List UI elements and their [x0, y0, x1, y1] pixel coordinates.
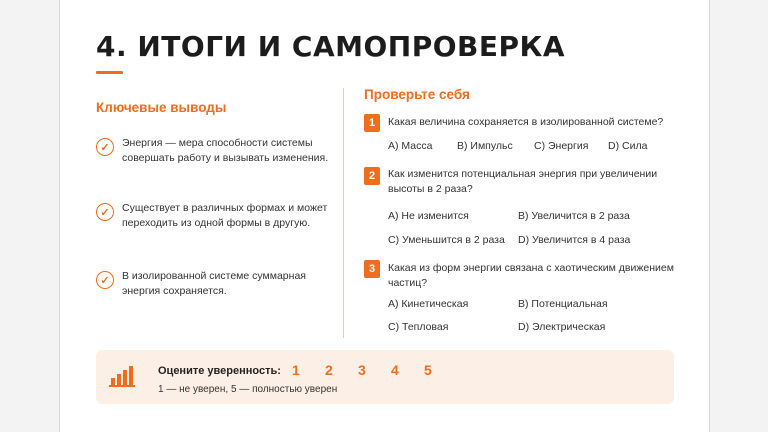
- slide-title: 4. ИТОГИ И САМОПРОВЕРКА: [96, 30, 566, 63]
- check-circle-icon: ✓: [96, 203, 114, 221]
- takeaway-text: Энергия — мера способности системы совершать работу и вызывать изменения.: [122, 137, 329, 164]
- question-number-badge: 3: [364, 260, 380, 278]
- question-number-badge: 2: [364, 167, 380, 185]
- answer-option[interactable]: D) Увеличится в 4 раза: [518, 234, 631, 246]
- answer-option[interactable]: B) Увеличится в 2 раза: [518, 210, 630, 222]
- question-text: Как изменится потенциальная энергия при увеличении высоты в 2 раза?: [388, 168, 658, 195]
- takeaway-text: Существует в различных формах и может переходить из одной формы в другую.: [122, 202, 328, 229]
- answer-option[interactable]: A) Масса: [388, 140, 433, 152]
- rating-5-button[interactable]: 5: [424, 362, 432, 378]
- rating-2-button[interactable]: 2: [325, 362, 333, 378]
- bar-chart-icon: [108, 364, 136, 388]
- answer-option[interactable]: B) Импульс: [457, 140, 513, 152]
- confidence-hint: 1 — не уверен, 5 — полностью уверен: [158, 384, 338, 395]
- confidence-label: Оцените уверенность:: [158, 365, 281, 377]
- self-check-heading: Проверьте себя: [364, 87, 470, 102]
- title-underline: [96, 71, 123, 74]
- answer-option[interactable]: A) Не изменится: [388, 210, 469, 222]
- rating-1-button[interactable]: 1: [292, 362, 300, 378]
- check-circle-icon: ✓: [96, 271, 114, 289]
- question-text: Какая величина сохраняется в изолированной системе?: [388, 116, 664, 128]
- answer-option[interactable]: C) Энергия: [534, 140, 589, 152]
- rating-4-button[interactable]: 4: [391, 362, 399, 378]
- takeaway-item: [96, 136, 336, 166]
- key-takeaways-heading: Ключевые выводы: [96, 100, 227, 115]
- takeaway-item: [96, 201, 336, 231]
- answer-option[interactable]: C) Тепловая: [388, 321, 449, 333]
- answer-option[interactable]: B) Потенциальная: [518, 298, 608, 310]
- column-divider: [343, 88, 344, 338]
- answer-option[interactable]: D) Электрическая: [518, 321, 606, 333]
- rating-3-button[interactable]: 3: [358, 362, 366, 378]
- slide: [59, 0, 710, 432]
- question-number-badge: 1: [364, 114, 380, 132]
- answer-option[interactable]: C) Уменьшится в 2 раза: [388, 234, 505, 246]
- takeaway-text: В изолированной системе суммарная энергия сохраняется.: [122, 270, 306, 297]
- answer-option[interactable]: A) Кинетическая: [388, 298, 469, 310]
- answer-option[interactable]: D) Сила: [608, 140, 648, 152]
- takeaway-item: [96, 269, 336, 299]
- confidence-panel: [96, 350, 674, 404]
- question-text: Какая из форм энергии связана с хаотическим движением частиц?: [388, 262, 674, 289]
- check-circle-icon: ✓: [96, 138, 114, 156]
